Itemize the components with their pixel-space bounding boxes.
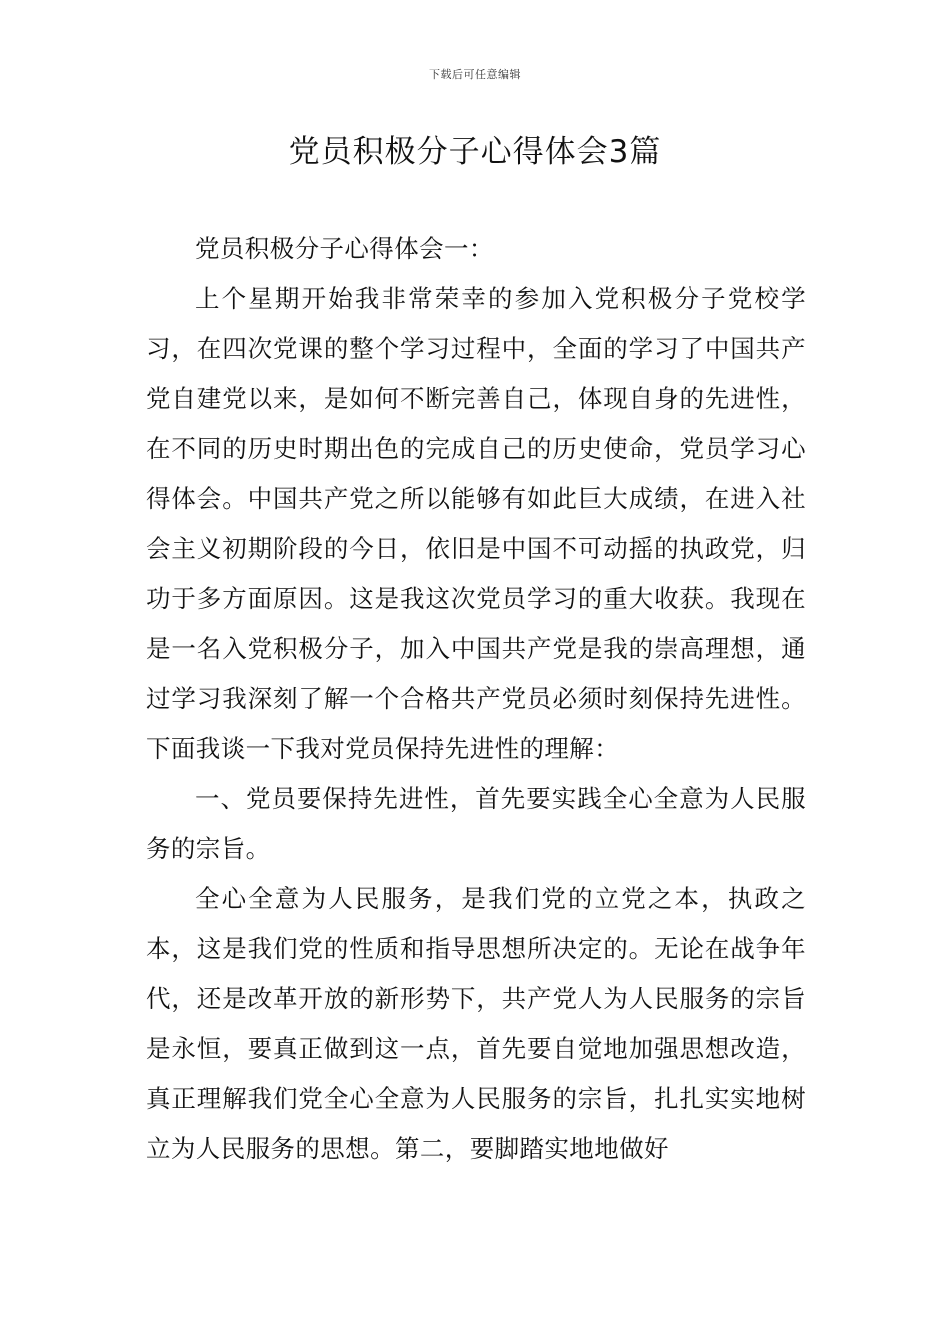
point-heading-one: 一、党员要保持先进性，首先要实践全心全意为人民服务的宗旨。 — [146, 784, 806, 863]
body-paragraph: 上个星期开始我非常荣幸的参加入党积极分子党校学习，在四次党课的整个学习过程中，全面的学习了中国共产党自建党以来，是如何不断完善自己，体现自身的先进性，在不同的历史时期出色的完成自己的历史使命，党员学习心得体会。中国共产党之所以能够有如此巨大成绩，在进入社会主义初期阶段的今日，依旧是中国不可动摇的执政党，归功于多方面原因。这是我这次党员学习的重大收获。我现在是一名入党积极分子，加入中国共产党是我的崇高理想，通过学习我深刻了解一个合格共产党员必须时刻保持先进性。下面我谈一下我对党员保持先进性的理解： — [146, 284, 806, 763]
section-heading-one: 党员积极分子心得体会一： — [195, 234, 494, 263]
document-title: 党员积极分子心得体会3篇 — [288, 134, 662, 170]
document-body — [146, 224, 806, 1174]
header-note: 下载后可任意编辑 — [429, 68, 521, 81]
body-paragraph: 全心全意为人民服务，是我们党的立党之本，执政之本，这是我们党的性质和指导思想所决定的。无论在战争年代，还是改革开放的新形势下，共产党人为人民服务的宗旨是永恒，要真正做到这一点，首先要自觉地加强思想改造，真正理解我们党全心全意为人民服务的宗旨，扎扎实实地树立为人民服务的思想。第二，要脚踏实地地做好 — [146, 884, 806, 1163]
